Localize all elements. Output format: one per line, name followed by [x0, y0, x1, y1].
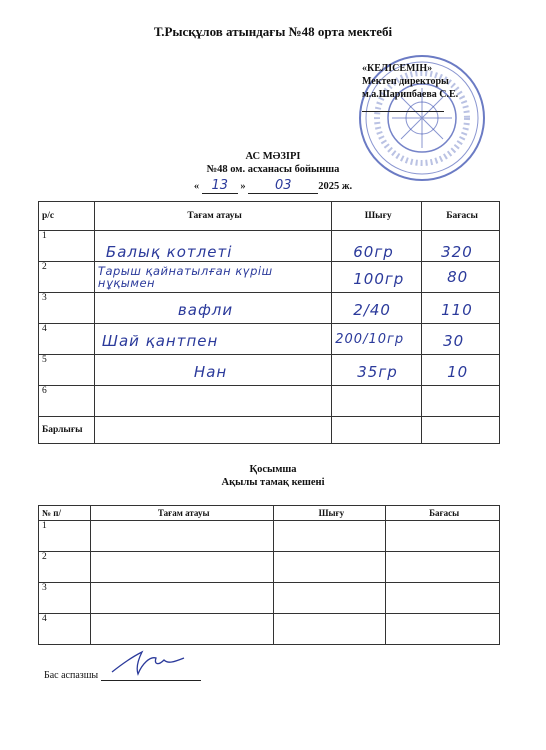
approval-heading: «КЕЛІСЕМІН» — [362, 63, 433, 74]
col-yield: Шығу — [332, 202, 422, 231]
row-number: 4 — [39, 614, 91, 645]
row-price — [422, 262, 500, 293]
col-price: Бағасы — [386, 506, 500, 521]
row-yield — [274, 552, 386, 583]
addendum-subtitle: Ақылы тамақ кешені — [221, 477, 325, 488]
row-name-text: Нан — [193, 363, 228, 381]
row-name — [90, 614, 274, 645]
menu-date — [0, 178, 546, 194]
table-row — [39, 262, 500, 293]
approval-position: Мектеп директоры — [362, 76, 449, 87]
row-yield — [332, 262, 422, 293]
row-name — [90, 552, 274, 583]
col-no: № п/ — [39, 506, 91, 521]
row-yield — [274, 614, 386, 645]
approval-block — [362, 62, 458, 112]
table-row — [39, 552, 500, 583]
row-name — [94, 386, 331, 417]
menu-subtitle: №48 ом. асханасы бойынша — [206, 164, 340, 175]
col-name: Тағам атауы — [94, 202, 331, 231]
row-yield — [332, 386, 422, 417]
row-price — [386, 521, 500, 552]
chef-signature — [108, 646, 188, 678]
row-name — [94, 262, 331, 293]
row-number: 1 — [39, 231, 95, 262]
row-price — [386, 614, 500, 645]
table-row — [39, 614, 500, 645]
row-price-text: 30 — [443, 332, 465, 350]
row-price-text: 10 — [447, 363, 469, 381]
row-yield-text: 2/40 — [353, 301, 391, 319]
date-close-quote: » — [240, 181, 246, 192]
total-name — [94, 417, 331, 444]
table-row — [39, 583, 500, 614]
row-price — [422, 386, 500, 417]
row-yield-text: 100гр — [353, 270, 405, 288]
table-row — [39, 231, 500, 262]
row-name-text: вафли — [177, 301, 234, 319]
table-row — [39, 324, 500, 355]
total-label: Барлығы — [39, 417, 95, 444]
total-price — [422, 417, 500, 444]
row-name-text: Тарыш қайнатылған күріш нұқымен — [97, 264, 273, 290]
row-name-text: Балық котлеті — [105, 243, 233, 261]
col-no: р/с — [39, 202, 95, 231]
date-open-quote: « — [193, 181, 200, 192]
table-row — [39, 293, 500, 324]
row-yield — [274, 583, 386, 614]
row-name — [94, 293, 331, 324]
addendum-heading — [0, 463, 546, 489]
table-row — [39, 386, 500, 417]
row-yield — [274, 521, 386, 552]
row-name — [90, 583, 274, 614]
approval-signature-line — [362, 101, 444, 112]
table-row — [39, 521, 500, 552]
row-yield-text: 200/10гр — [335, 332, 405, 347]
row-number: 2 — [39, 552, 91, 583]
date-day: 13 — [202, 178, 238, 194]
chef-label: Бас аспазшы — [44, 670, 99, 681]
row-name — [94, 355, 331, 386]
school-title: Т.Рысқұлов атындағы №48 орта мектебі — [153, 24, 393, 39]
row-number: 3 — [39, 293, 95, 324]
col-price: Бағасы — [422, 202, 500, 231]
menu-table — [38, 201, 500, 444]
date-year: 2025 ж. — [318, 181, 353, 192]
row-yield — [332, 355, 422, 386]
row-number: 3 — [39, 583, 91, 614]
row-number: 2 — [39, 262, 95, 293]
row-price — [422, 293, 500, 324]
approval-name: м.а.Шарипбаева С.Е. — [362, 89, 459, 100]
row-number: 4 — [39, 324, 95, 355]
row-yield-text: 60гр — [353, 243, 394, 261]
col-yield: Шығу — [274, 506, 386, 521]
row-number: 6 — [39, 386, 95, 417]
row-price — [386, 552, 500, 583]
row-price-text: 320 — [441, 243, 473, 261]
row-yield-text: 35гр — [357, 363, 398, 381]
row-number: 1 — [39, 521, 91, 552]
total-yield — [332, 417, 422, 444]
menu-table-header — [39, 202, 500, 231]
table-row — [39, 355, 500, 386]
row-price-text: 110 — [441, 301, 473, 319]
row-name-text: Шай қантпен — [101, 332, 219, 350]
menu-title: АС МӘЗІРІ — [245, 151, 301, 162]
row-number: 5 — [39, 355, 95, 386]
row-name — [90, 521, 274, 552]
row-price — [422, 355, 500, 386]
menu-heading — [0, 150, 546, 176]
date-month: 03 — [248, 178, 318, 194]
addendum-table — [38, 505, 500, 645]
addendum-title: Қосымша — [249, 464, 297, 475]
row-price — [386, 583, 500, 614]
row-yield — [332, 293, 422, 324]
row-yield — [332, 231, 422, 262]
row-name — [94, 231, 331, 262]
row-price — [422, 324, 500, 355]
row-price-text: 80 — [447, 268, 469, 286]
total-row — [39, 417, 500, 444]
row-yield — [332, 324, 422, 355]
row-name — [94, 324, 331, 355]
col-name: Тағам атауы — [90, 506, 274, 521]
row-price — [422, 231, 500, 262]
addendum-table-header — [39, 506, 500, 521]
